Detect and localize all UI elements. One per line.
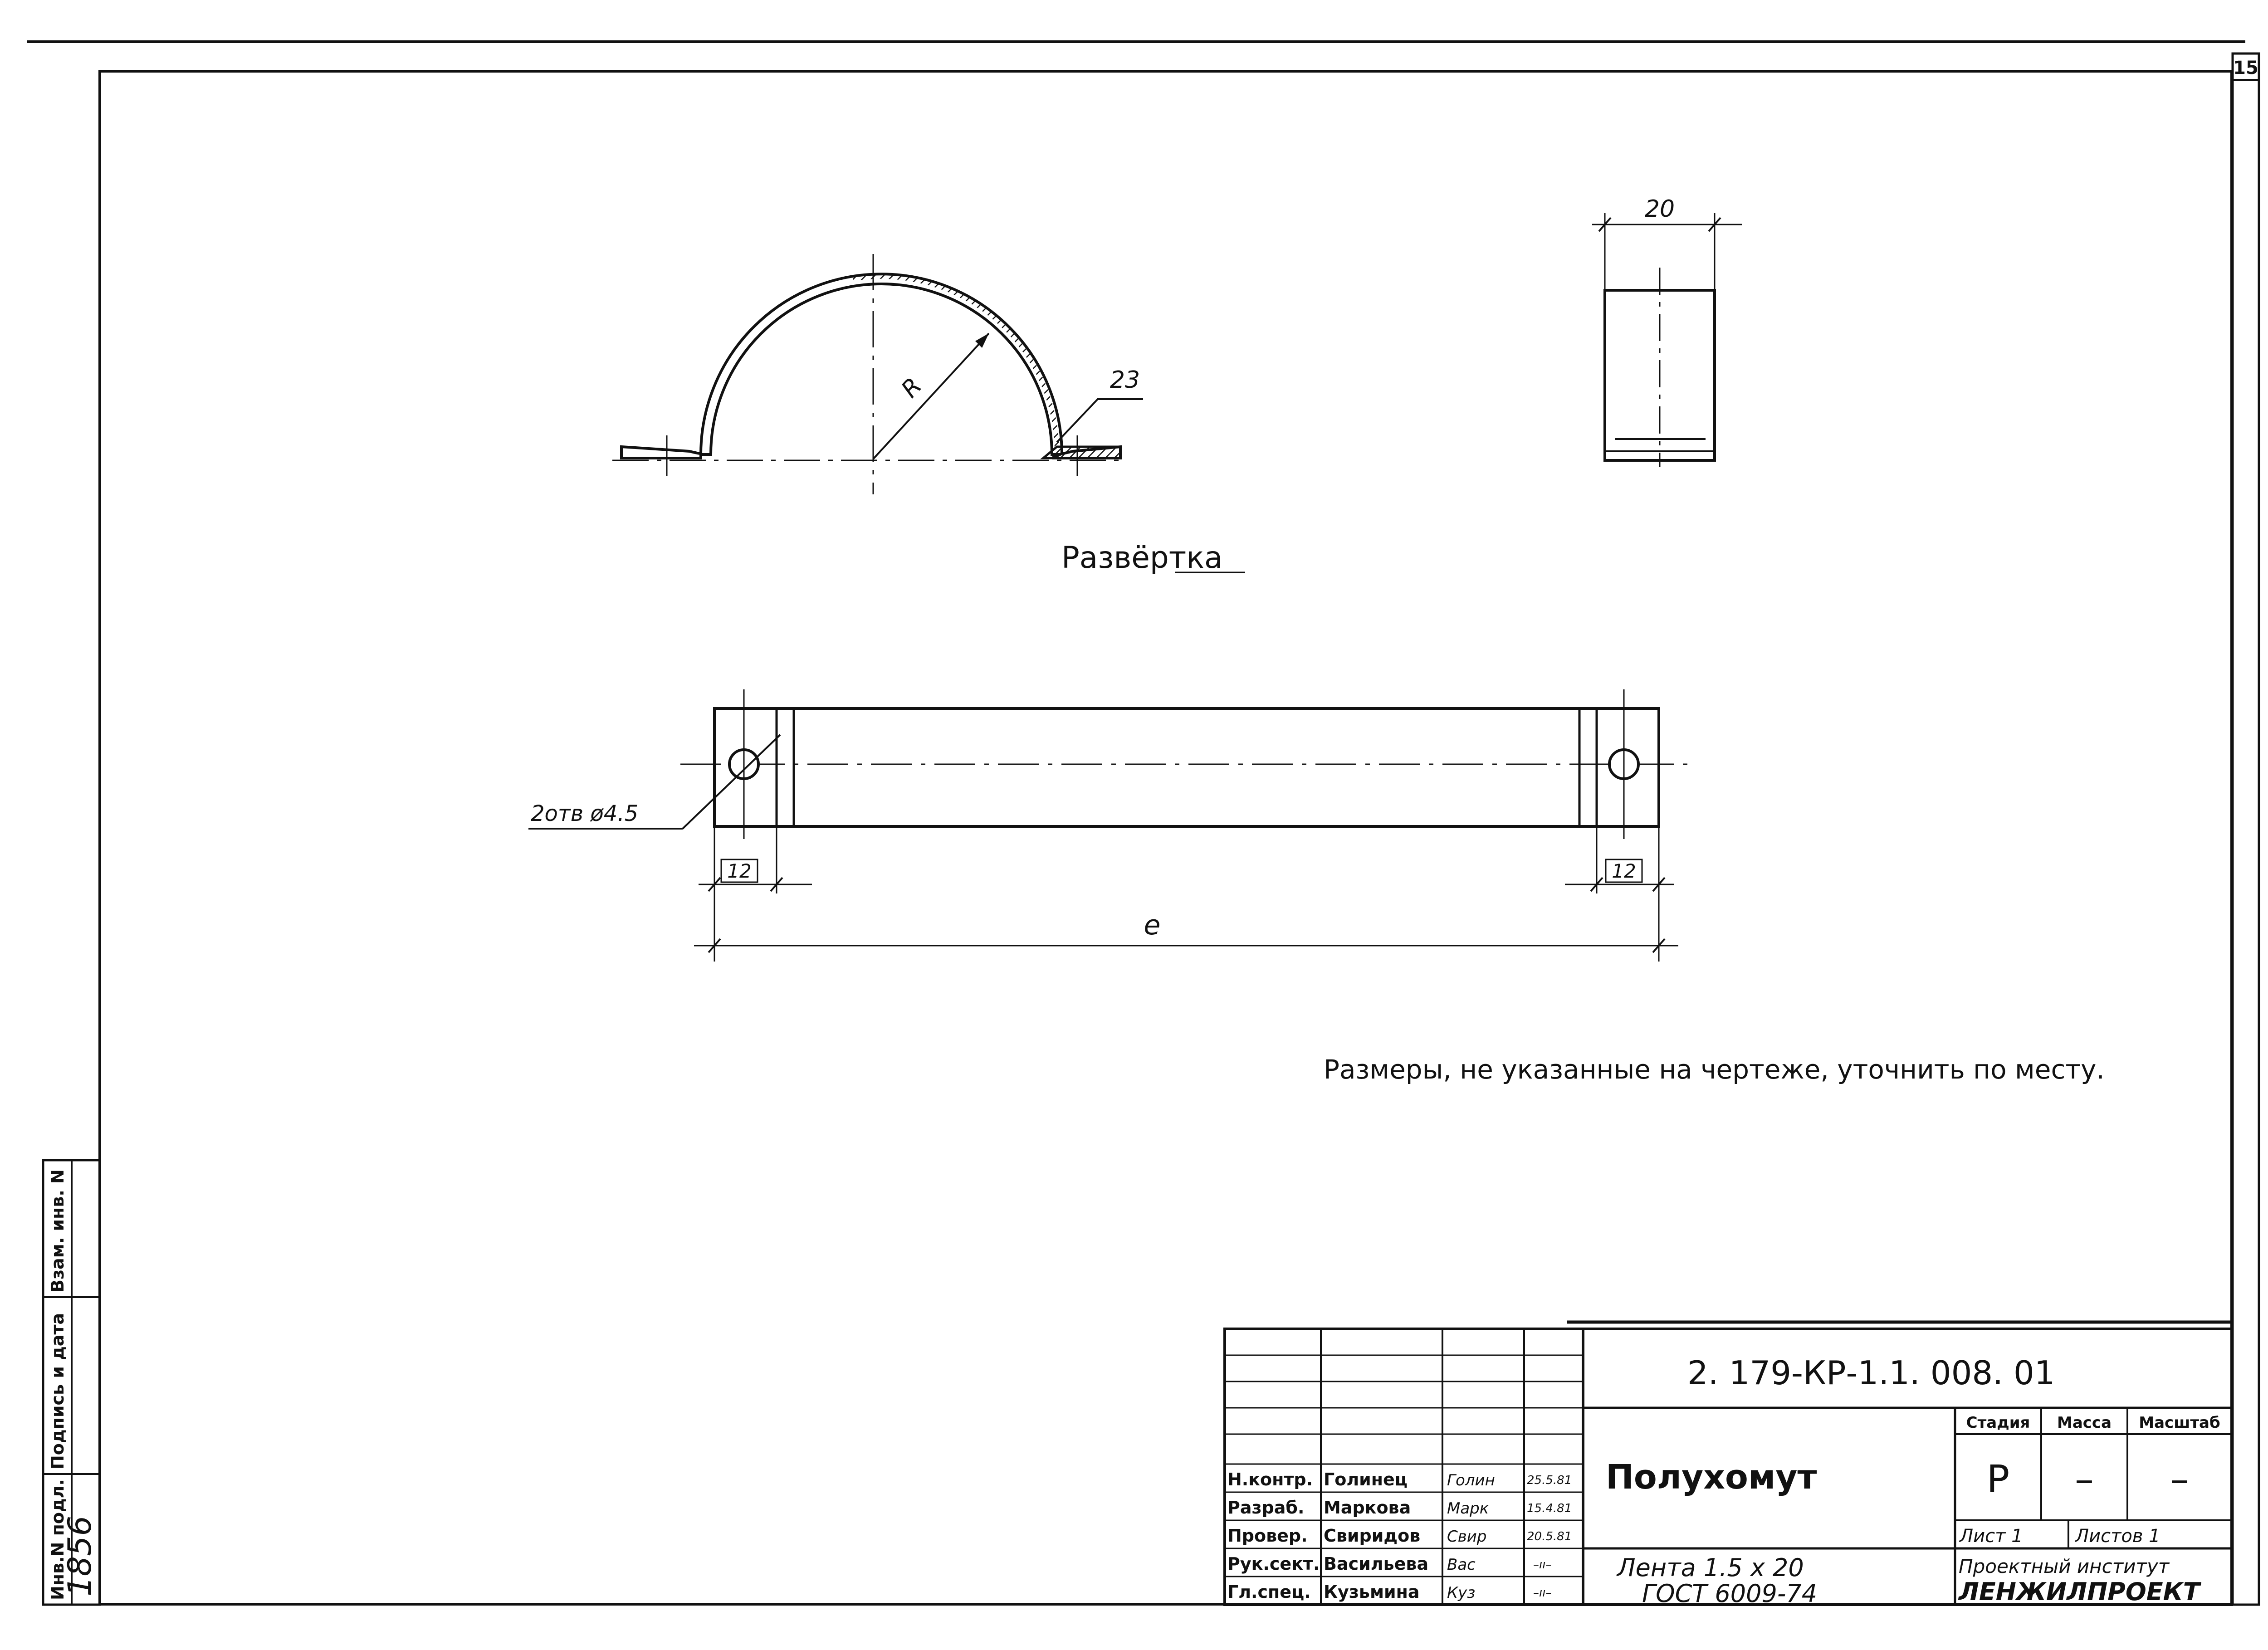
stage-value: Р: [1986, 1457, 2010, 1501]
signature-sign: Вас: [1447, 1556, 1476, 1574]
signature-sign: Куз: [1447, 1584, 1476, 1602]
inv-value: 1856: [61, 1515, 98, 1596]
material-line-2: ГОСТ 6009-74: [1642, 1579, 1818, 1608]
signature-row: [1227, 1582, 1551, 1602]
signature-role: Разраб.: [1227, 1498, 1305, 1518]
holes-note: 2отв ø4.5: [531, 801, 639, 826]
institute-line-1: Проектный институт: [1959, 1555, 2170, 1577]
scale-header: Масштаб: [2139, 1414, 2220, 1432]
page-number: 15: [2233, 58, 2258, 78]
signature-role: Гл.спец.: [1227, 1582, 1311, 1602]
signature-sign: Свир: [1447, 1528, 1487, 1546]
mass-value: –: [2075, 1457, 2094, 1501]
signature-sign: Голин: [1447, 1471, 1495, 1489]
signature-date: 15.4.81: [1527, 1502, 1572, 1515]
length-dimension: e: [1144, 909, 1161, 941]
signature-row: [1227, 1498, 1572, 1518]
signature-row: [1227, 1554, 1551, 1574]
mass-header: Масса: [2057, 1414, 2112, 1432]
signature-role: Н.контр.: [1227, 1469, 1313, 1489]
edge-dimension-left: 12: [727, 860, 752, 882]
clamp-front-view: [612, 254, 1143, 494]
signature-name: Васильева: [1324, 1554, 1429, 1574]
clamp-side-view: [1592, 195, 1742, 467]
signature-role: Провер.: [1227, 1526, 1308, 1546]
institute-line-2: ЛЕНЖИЛПРОЕКТ: [1959, 1577, 2200, 1606]
signature-name: Маркова: [1324, 1498, 1411, 1518]
sheets-label: Листов 1: [2075, 1526, 2160, 1547]
margin-stamp: [43, 1160, 100, 1605]
thickness-label: 23: [1110, 366, 1140, 394]
sign-date-label: Подпись и дата: [48, 1313, 68, 1469]
inv-label: Инв.N подл.: [48, 1479, 68, 1600]
scale-value: –: [2170, 1457, 2189, 1501]
signature-name: Свиридов: [1324, 1526, 1421, 1546]
signature-date: –ıı–: [1533, 1586, 1552, 1600]
sheet-label: Лист 1: [1960, 1526, 2023, 1547]
signature-sign: Марк: [1447, 1499, 1489, 1518]
part-name: Полухомут: [1606, 1458, 1817, 1497]
signature-name: Голинец: [1324, 1469, 1408, 1489]
signature-date: –ıı–: [1533, 1558, 1552, 1572]
document-code: 2. 179-КР-1.1. 008. 01: [1687, 1354, 2055, 1392]
strip-development: [528, 689, 1687, 962]
signature-row: [1227, 1469, 1572, 1489]
signature-name: Кузьмина: [1324, 1582, 1420, 1602]
material-line-1: Лента 1.5 x 20: [1617, 1553, 1804, 1582]
replace-label: Взам. инв. N: [48, 1169, 68, 1293]
general-note: Размеры, не указанные на чертеже, уточнить по месту.: [1324, 1054, 2105, 1085]
signature-row: [1227, 1526, 1572, 1546]
page-number-box: [2233, 54, 2259, 80]
signature-date: 20.5.81: [1527, 1530, 1572, 1543]
signature-date: 25.5.81: [1527, 1474, 1572, 1487]
stage-header: Стадия: [1966, 1414, 2030, 1432]
signature-role: Рук.сект.: [1227, 1554, 1320, 1574]
signature-rows: [1227, 1469, 1572, 1602]
development-title: Развёртка: [1061, 540, 1223, 575]
radius-label: R: [896, 372, 928, 403]
width-dimension: 20: [1644, 195, 1675, 223]
edge-dimension-right: 12: [1612, 860, 1636, 882]
